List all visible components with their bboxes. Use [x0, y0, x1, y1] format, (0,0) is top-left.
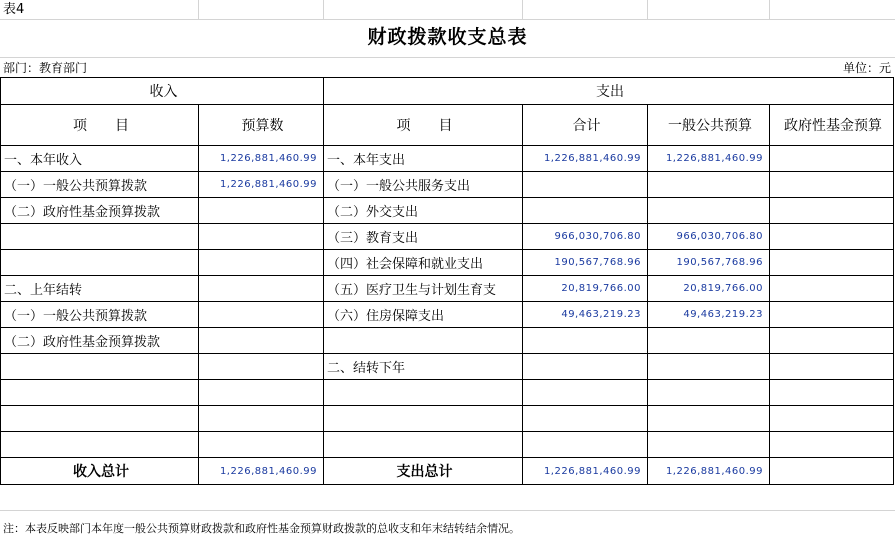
right-general-cell: 966,030,706.80 — [648, 224, 770, 250]
right-total-cell: 20,819,766.00 — [523, 276, 648, 302]
right-general-cell: 190,567,768.96 — [648, 250, 770, 276]
table-row — [1, 146, 894, 172]
right-fund-cell — [770, 302, 894, 328]
gridline — [0, 510, 895, 511]
expense-general-total: 1,226,881,460.99 — [648, 458, 770, 485]
right-item-cell — [324, 406, 523, 432]
budget-table — [0, 77, 894, 485]
income-header: 收入 — [1, 78, 324, 105]
table-row — [1, 172, 894, 198]
col-item-left: 项 目 — [1, 105, 199, 146]
right-total-cell: 190,567,768.96 — [523, 250, 648, 276]
table-row — [1, 276, 894, 302]
header-row-group — [1, 78, 894, 105]
gridline — [522, 0, 523, 19]
left-budget-cell — [199, 328, 324, 354]
right-total-cell — [523, 406, 648, 432]
left-item-cell: （一）一般公共预算拨款 — [1, 302, 199, 328]
left-budget-cell — [199, 406, 324, 432]
table-number: 表4 — [3, 2, 25, 17]
right-item-cell: （五）医疗卫生与计划生育支 — [324, 276, 523, 302]
left-budget-cell: 1,226,881,460.99 — [199, 146, 324, 172]
left-budget-cell: 1,226,881,460.99 — [199, 172, 324, 198]
right-general-cell — [648, 432, 770, 458]
unit-label: 单位：元 — [842, 61, 891, 75]
right-item-cell: （六）住房保障支出 — [324, 302, 523, 328]
left-budget-cell — [199, 432, 324, 458]
right-item-cell: 二、结转下年 — [324, 354, 523, 380]
left-item-cell — [1, 406, 199, 432]
income-total-label: 收入总计 — [1, 458, 199, 485]
right-general-cell — [648, 328, 770, 354]
gridline — [323, 0, 324, 19]
left-budget-cell — [199, 224, 324, 250]
left-budget-cell — [199, 250, 324, 276]
right-general-cell — [648, 380, 770, 406]
right-item-cell: （三）教育支出 — [324, 224, 523, 250]
right-fund-cell — [770, 432, 894, 458]
left-item-cell: （二）政府性基金预算拨款 — [1, 198, 199, 224]
left-item-cell: （二）政府性基金预算拨款 — [1, 328, 199, 354]
right-item-cell: 一、本年支出 — [324, 146, 523, 172]
right-fund-cell — [770, 250, 894, 276]
right-fund-cell — [770, 328, 894, 354]
right-total-cell: 1,226,881,460.99 — [523, 146, 648, 172]
right-fund-cell — [770, 276, 894, 302]
left-item-cell: （一）一般公共预算拨款 — [1, 172, 199, 198]
gridline — [198, 0, 199, 19]
right-total-cell — [523, 432, 648, 458]
left-budget-cell — [199, 198, 324, 224]
right-general-cell: 1,226,881,460.99 — [648, 146, 770, 172]
table-row — [1, 328, 894, 354]
col-item-right: 项 目 — [324, 105, 523, 146]
table-row — [1, 380, 894, 406]
gridline — [769, 0, 770, 19]
left-budget-cell — [199, 380, 324, 406]
right-item-cell: （二）外交支出 — [324, 198, 523, 224]
right-general-cell — [648, 354, 770, 380]
right-total-cell — [523, 380, 648, 406]
left-budget-cell — [199, 354, 324, 380]
table-row — [1, 224, 894, 250]
right-total-cell — [523, 328, 648, 354]
right-fund-cell — [770, 224, 894, 250]
totals-row — [1, 458, 894, 485]
right-item-cell: （四）社会保障和就业支出 — [324, 250, 523, 276]
right-general-cell — [648, 406, 770, 432]
right-total-cell: 49,463,219.23 — [523, 302, 648, 328]
right-total-cell — [523, 198, 648, 224]
left-item-cell: 二、上年结转 — [1, 276, 199, 302]
left-budget-cell — [199, 276, 324, 302]
table-row — [1, 198, 894, 224]
expense-fund-total — [770, 458, 894, 485]
gridline — [0, 57, 895, 58]
right-fund-cell — [770, 354, 894, 380]
right-general-cell: 49,463,219.23 — [648, 302, 770, 328]
header-row-columns — [1, 105, 894, 146]
col-total: 合计 — [523, 105, 648, 146]
department-label: 部门：教育部门 — [3, 61, 88, 75]
left-item-cell — [1, 432, 199, 458]
right-item-cell — [324, 432, 523, 458]
footnote: 注：本表反映部门本年度一般公共预算财政拨款和政府性基金预算财政拨款的总收支和年末结转结余情况。 — [3, 522, 520, 535]
page-title: 财政拨款收支总表 — [367, 26, 528, 48]
right-fund-cell — [770, 146, 894, 172]
left-item-cell — [1, 380, 199, 406]
table-row — [1, 354, 894, 380]
expense-header: 支出 — [324, 78, 894, 105]
right-total-cell — [523, 354, 648, 380]
right-fund-cell — [770, 198, 894, 224]
table-row — [1, 432, 894, 458]
right-item-cell — [324, 380, 523, 406]
expense-total-value: 1,226,881,460.99 — [523, 458, 648, 485]
col-general: 一般公共预算 — [648, 105, 770, 146]
right-fund-cell — [770, 172, 894, 198]
left-item-cell — [1, 224, 199, 250]
right-item-cell: （一）一般公共服务支出 — [324, 172, 523, 198]
gridline — [647, 0, 648, 19]
col-fund: 政府性基金预算 — [770, 105, 894, 146]
table-row — [1, 406, 894, 432]
left-item-cell — [1, 354, 199, 380]
right-total-cell: 966,030,706.80 — [523, 224, 648, 250]
right-fund-cell — [770, 406, 894, 432]
right-item-cell — [324, 328, 523, 354]
right-general-cell — [648, 198, 770, 224]
left-item-cell — [1, 250, 199, 276]
expense-total-label: 支出总计 — [324, 458, 523, 485]
col-budget: 预算数 — [199, 105, 324, 146]
left-budget-cell — [199, 302, 324, 328]
right-fund-cell — [770, 380, 894, 406]
income-total-value: 1,226,881,460.99 — [199, 458, 324, 485]
left-item-cell: 一、本年收入 — [1, 146, 199, 172]
gridline — [0, 19, 895, 20]
table-row — [1, 302, 894, 328]
right-total-cell — [523, 172, 648, 198]
table-row — [1, 250, 894, 276]
right-general-cell — [648, 172, 770, 198]
right-general-cell: 20,819,766.00 — [648, 276, 770, 302]
